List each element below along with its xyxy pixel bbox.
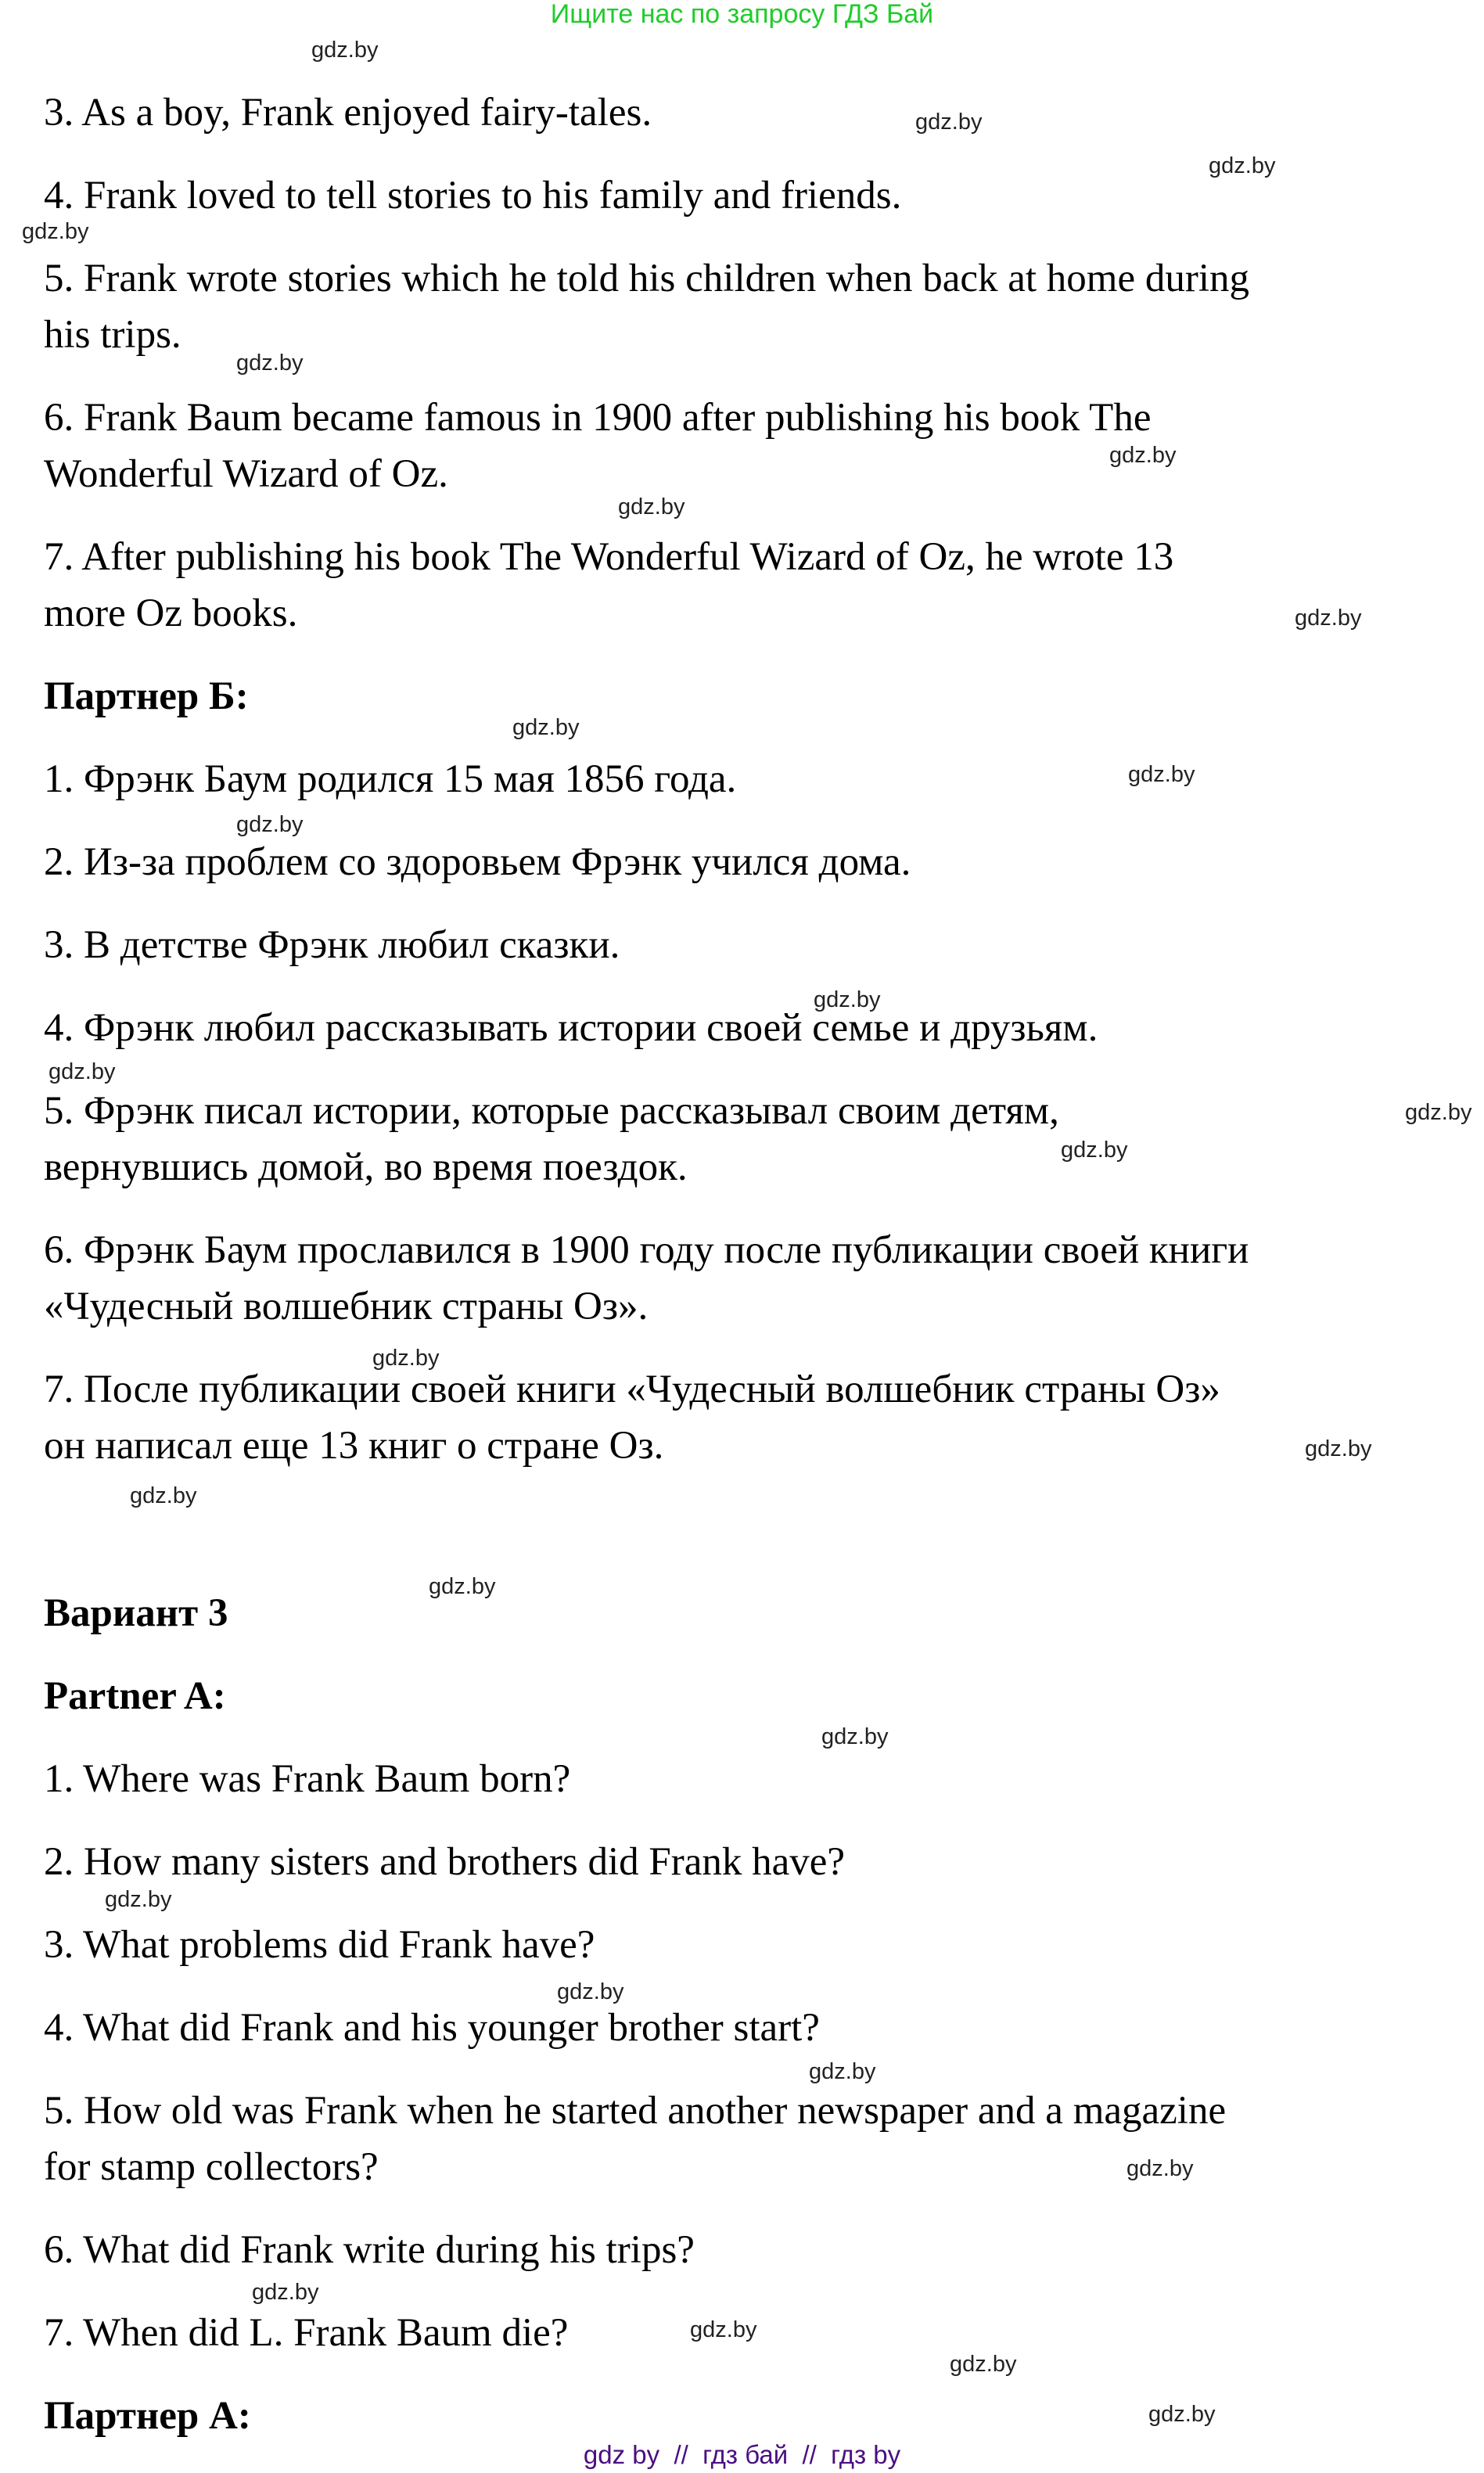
partner-b-heading: Партнер Б: (44, 674, 249, 718)
watermark: gdz.by (252, 2280, 319, 2305)
watermark: gdz.by (1128, 762, 1195, 787)
watermark: gdz.by (105, 1887, 172, 1912)
watermark: gdz.by (1305, 1436, 1372, 1461)
footer-watermark: gdz by // гдз бай // гдз by (583, 2440, 901, 2469)
search-banner: Ищите нас по запросу ГДЗ Бай (550, 0, 934, 29)
question-line: 6. What did Frank write during his trips? (44, 2228, 695, 2272)
watermark: gdz.by (372, 1346, 440, 1371)
answer-line: his trips. (44, 313, 181, 357)
answer-line: Wonderful Wizard of Oz. (44, 452, 448, 496)
watermark: gdz.by (1126, 2156, 1194, 2181)
watermark: gdz.by (1061, 1138, 1128, 1163)
watermark: gdz.by (1109, 443, 1177, 468)
watermark: gdz.by (22, 219, 89, 244)
watermark: gdz.by (1148, 2402, 1216, 2427)
answer-line: 7. После публикации своей книги «Чудесный волшебник страны Оз» (44, 1368, 1220, 1411)
watermark: gdz.by (236, 812, 304, 837)
answer-line: more Oz books. (44, 591, 298, 635)
watermark: gdz.by (950, 2352, 1017, 2377)
answer-line: 5. Фрэнк писал истории, которые рассказывал своим детям, (44, 1089, 1059, 1133)
answer-line: 4. Frank loved to tell stories to his family and friends. (44, 174, 902, 217)
watermark: gdz.by (814, 987, 881, 1012)
answer-line: 5. Frank wrote stories which he told his children when back at home during (44, 257, 1249, 300)
watermark: gdz.by (690, 2317, 757, 2342)
answer-line: 3. As a boy, Frank enjoyed fairy-tales. (44, 91, 652, 135)
question-line: 3. What problems did Frank have? (44, 1923, 595, 1967)
watermark: gdz.by (1209, 153, 1276, 178)
watermark: gdz.by (821, 1724, 889, 1749)
watermark: gdz.by (429, 1574, 496, 1599)
answer-line: 7. After publishing his book The Wonderful Wizard of Oz, he wrote 13 (44, 535, 1174, 579)
partner-a-ru-heading: Партнер А: (44, 2394, 251, 2438)
answer-line: 3. В детстве Фрэнк любил сказки. (44, 923, 620, 967)
answer-line: 6. Фрэнк Баум прославился в 1900 году после публикации своей книги (44, 1228, 1249, 1272)
watermark: gdz.by (618, 494, 685, 519)
watermark: gdz.by (915, 110, 983, 135)
answer-line: вернувшись домой, во время поездок. (44, 1145, 688, 1189)
watermark: gdz.by (49, 1059, 116, 1084)
answer-line: 6. Frank Baum became famous in 1900 after publishing his book The (44, 396, 1152, 440)
answer-line: 4. Фрэнк любил рассказывать истории своей семье и друзьям. (44, 1006, 1098, 1050)
watermark: gdz.by (236, 350, 304, 376)
answer-line: он написал еще 13 книг о стране Оз. (44, 1424, 664, 1468)
watermark: gdz.by (1405, 1100, 1472, 1125)
watermark: gdz.by (130, 1483, 197, 1508)
question-line: 1. Where was Frank Baum born? (44, 1757, 571, 1801)
answer-line: 1. Фрэнк Баум родился 15 мая 1856 года. (44, 757, 737, 801)
watermark: gdz.by (557, 1979, 624, 2004)
watermark: gdz.by (311, 38, 379, 63)
question-line: 7. When did L. Frank Baum die? (44, 2311, 569, 2355)
question-line: 2. How many sisters and brothers did Frank have? (44, 1840, 846, 1884)
watermark: gdz.by (512, 715, 580, 740)
question-line: 5. How old was Frank when he started another newspaper and a magazine (44, 2089, 1227, 2133)
answer-line: «Чудесный волшебник страны Оз». (44, 1285, 649, 1328)
partner-a-heading: Partner A: (44, 1674, 226, 1718)
answer-line: 2. Из-за проблем со здоровьем Фрэнк учился дома. (44, 840, 911, 884)
watermark: gdz.by (809, 2059, 876, 2084)
variant-3-heading: Вариант 3 (44, 1591, 228, 1635)
watermark: gdz.by (1295, 606, 1362, 631)
question-line: 4. What did Frank and his younger brother start? (44, 2006, 820, 2050)
question-line: for stamp collectors? (44, 2145, 379, 2189)
